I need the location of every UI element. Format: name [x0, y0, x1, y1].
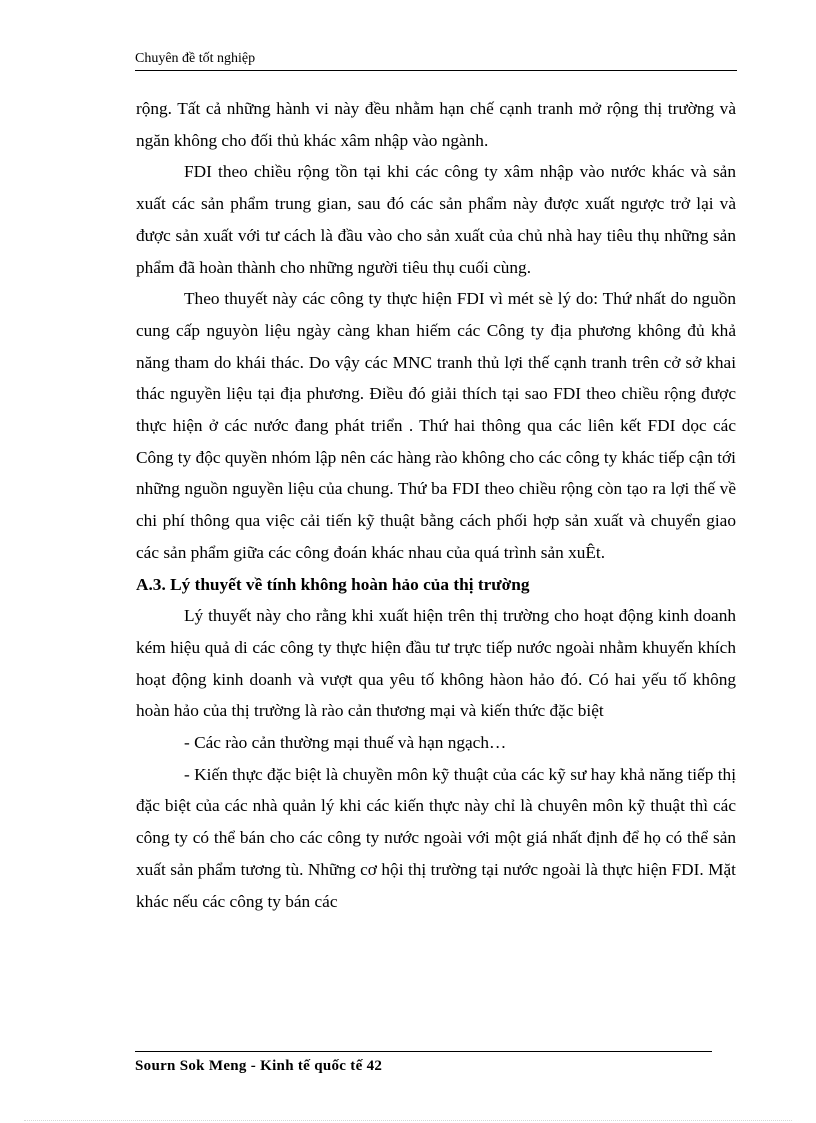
header-title: Chuyên đề tốt nghiệp: [135, 51, 256, 66]
paragraph-fdi-horizontal: FDI theo chiều rộng tồn tại khi các công ty xâm nhập vào nước khác và sản xuất các sản phẩm trung gian, sau đó các sản phẩm này được xuất ngược trở lại và được sản xuất với tư cách là đầu vào cho sản xuất của chủ nhà hay tiêu thụ những sản phẩm đã hoàn thành cho những người tiêu thụ cuối cùng.: [136, 162, 736, 277]
section-heading-a3: A.3. Lý thuyết về tính không hoàn hảo của thị trường: [136, 574, 530, 594]
list-item-trade-barriers: - Các rào cản thường mại thuế và hạn ngạch…: [184, 733, 507, 753]
page-bottom-edge: [24, 1120, 792, 1121]
paragraph-continuation: rộng. Tất cả những hành vi này đều nhằm hạn chế cạnh tranh mở rộng thị trường và ngăn không cho đối thủ khác xâm nhập vào ngành.: [136, 99, 736, 150]
list-item-special-knowledge: - Kiến thực đặc biệt là chuyền môn kỹ thuật của các kỹ sư hay khả năng tiếp thị đặc biệt của các nhà quản lý khi các kiến thực này chỉ là chuyên môn kỹ thuật thì các công ty có thể bán cho các công ty nước ngoài với một giá nhất định để họ có thể sản xuất sản phẩm tương tù. Những cơ hội thị trường tại nước ngoài là thực hiện FDI. Mặt khác nếu các công ty bán các: [136, 764, 736, 911]
page-footer: [135, 1051, 712, 1075]
paragraph-theory-reasons: Theo thuyết này các công ty thực hiện FDI vì mét sè lý do: Thứ nhất do nguồn cung cấp nguyòn liệu ngày càng khan hiếm các Công ty địa phương không đủ khả năng tham do khái thác. Do vậy các MNC tranh thủ lợi thế cạnh tranh trên cở sở khai thác nguyền liệu tại địa phương. Điều đó giải thích tại sao FDI theo chiều rộng được thực hiện ở các nước đang phát triển . Thứ hai thông qua các liên kết FDI dọc các Công ty độc quyền nhóm lập nên các hàng rào không cho các công ty khác tiếp cận tới những nguồn nguyền liệu của chung. Thứ ba FDI theo chiều rộng còn tạo ra lợi thế về chi phí thông qua việc cải tiến kỹ thuật bằng cách phối hợp sản xuất và chuyển giao các sản phẩm giữa các công đoán khác nhau của quá trình sản xuÊt.: [136, 289, 736, 562]
footer-author: Sourn Sok Meng - Kinh tế quốc tế 42: [135, 1058, 383, 1074]
document-body: [136, 93, 736, 917]
page-header: [135, 50, 737, 71]
paragraph-market-imperfection: Lý thuyết này cho rằng khi xuất hiện trên thị trường cho hoạt động kinh doanh kém hiệu quả di các công ty thực hiện đầu tư trực tiếp nước ngoài nhằm khuyến khích hoạt động kinh doanh và vượt qua yêu tố không hàon hảo đó. Có hai yếu tố không hoàn hảo của thị trường là rào cản thương mại và kiến thức đặc biệt: [136, 606, 736, 721]
